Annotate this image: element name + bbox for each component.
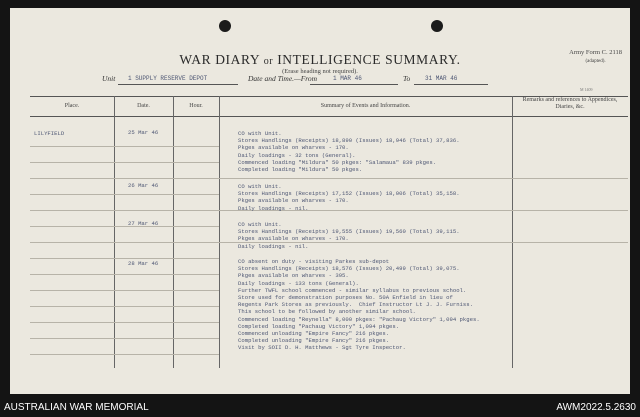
column-divider (114, 96, 115, 368)
table-header-rule (30, 116, 628, 117)
entry-date: 26 Mar 46 (128, 182, 159, 189)
title-or: or (263, 56, 274, 67)
ruled-line (30, 274, 219, 275)
unit-value: 1 SUPPLY RESERVE DEPOT (128, 75, 208, 82)
unit-label: Unit (102, 74, 116, 83)
datetime-label: Date and Time.—From (248, 74, 318, 83)
ruled-line (30, 322, 219, 323)
header-hour: Hour. (189, 103, 203, 109)
column-divider (219, 96, 220, 368)
to-underline (414, 84, 488, 85)
archive-caption: AUSTRALIAN WAR MEMORIAL (4, 402, 149, 413)
from-date-value: 1 MAR 46 (333, 75, 362, 82)
punch-hole-right (431, 20, 443, 32)
document-title (10, 52, 630, 68)
ruled-line (30, 306, 219, 307)
ruled-line (30, 226, 219, 227)
ruled-line (30, 194, 219, 195)
side-mark: M 1409 (580, 87, 593, 92)
header-date: Date. (137, 103, 150, 109)
form-adapted: (adapted). (585, 59, 606, 64)
entry-date: 25 Mar 46 (128, 129, 159, 136)
to-label: To (403, 74, 411, 83)
entry-summary: CO with Unit. Stores Handlings (Receipts) 18,890 (Issues) 18,946 (Total) 37,836. Pkges available on wharves - 170. Daily loadings - 32 tons (General). Commenced loading "Mildura" 50 pkges: "Salamaua" 839 pkges. Completed loading "Mildura" 50 pkges. (238, 130, 460, 174)
form-reference (569, 48, 622, 66)
title-intelligence-summary: INTELLIGENCE SUMMARY. (277, 52, 461, 67)
document-subtitle: (Erase heading not required). (282, 68, 358, 75)
entry-summary: CO absent on duty - visiting Parkes sub-depot Stores Handlings (Receipts) 18,576 (Issues) 20,499 (Total) 39,075. Pkges available on wharves - 395. Daily loadings - 133 tons (General). Further TWFL school commenced - similar syllabus to previous school. Store used for demonstration purposes No. 50A Enfield in lieu of Regents Park Stores as previously. Chief Instructor Lt J. J. Furniss. This school to be followed by another similar school. Commenced loading "Reynella" 8,000 pkges: "Pachaug Victory" 1,094 pkges. Completed loading "Pachaug Victory" 1,094 pkges. Commenced unloading "Empire Fancy" 216 pkges. Completed unloading "Empire Fancy" 216 pkges. Visit by SOII D. H. Matthews - Sgt Tyre Inspector. (238, 258, 480, 352)
punch-hole-left (219, 20, 231, 32)
ruled-line (30, 338, 219, 339)
entry-summary: CO with Unit. Stores Handlings (Receipts) 19,555 (Issues) 19,560 (Total) 39,115. Pkges available on wharves - 170. Daily loadings - nil. (238, 221, 460, 250)
place-value: LILYFIELD (34, 130, 65, 137)
diary-table (30, 96, 628, 368)
archive-reference: AWM2022.5.2630 (556, 402, 636, 413)
column-divider (512, 96, 513, 368)
header-remarks: Remarks and references to Appendices, Diaries, &c. (522, 97, 618, 110)
entry-summary: CO with Unit. Stores Handlings (Receipts) 17,152 (Issues) 18,006 (Total) 35,158. Pkges available on wharves - 170. Daily loadings - nil. (238, 183, 460, 212)
diary-page (10, 8, 630, 394)
ruled-line (30, 146, 219, 147)
unit-underline (118, 84, 238, 85)
ruled-line (30, 162, 219, 163)
column-divider (173, 96, 174, 368)
entry-date: 28 Mar 46 (128, 260, 159, 267)
form-number: Army Form C. 2118 (569, 49, 622, 56)
header-summary: Summary of Events and Information. (320, 103, 411, 109)
from-underline (310, 84, 398, 85)
to-date-value: 31 MAR 46 (425, 75, 458, 82)
ruled-line (30, 178, 628, 179)
entry-date: 27 Mar 46 (128, 220, 159, 227)
ruled-line (30, 354, 219, 355)
ruled-line (30, 258, 219, 259)
title-war-diary: WAR DIARY (179, 52, 260, 67)
header-place: Place. (64, 103, 80, 109)
ruled-line (30, 290, 219, 291)
